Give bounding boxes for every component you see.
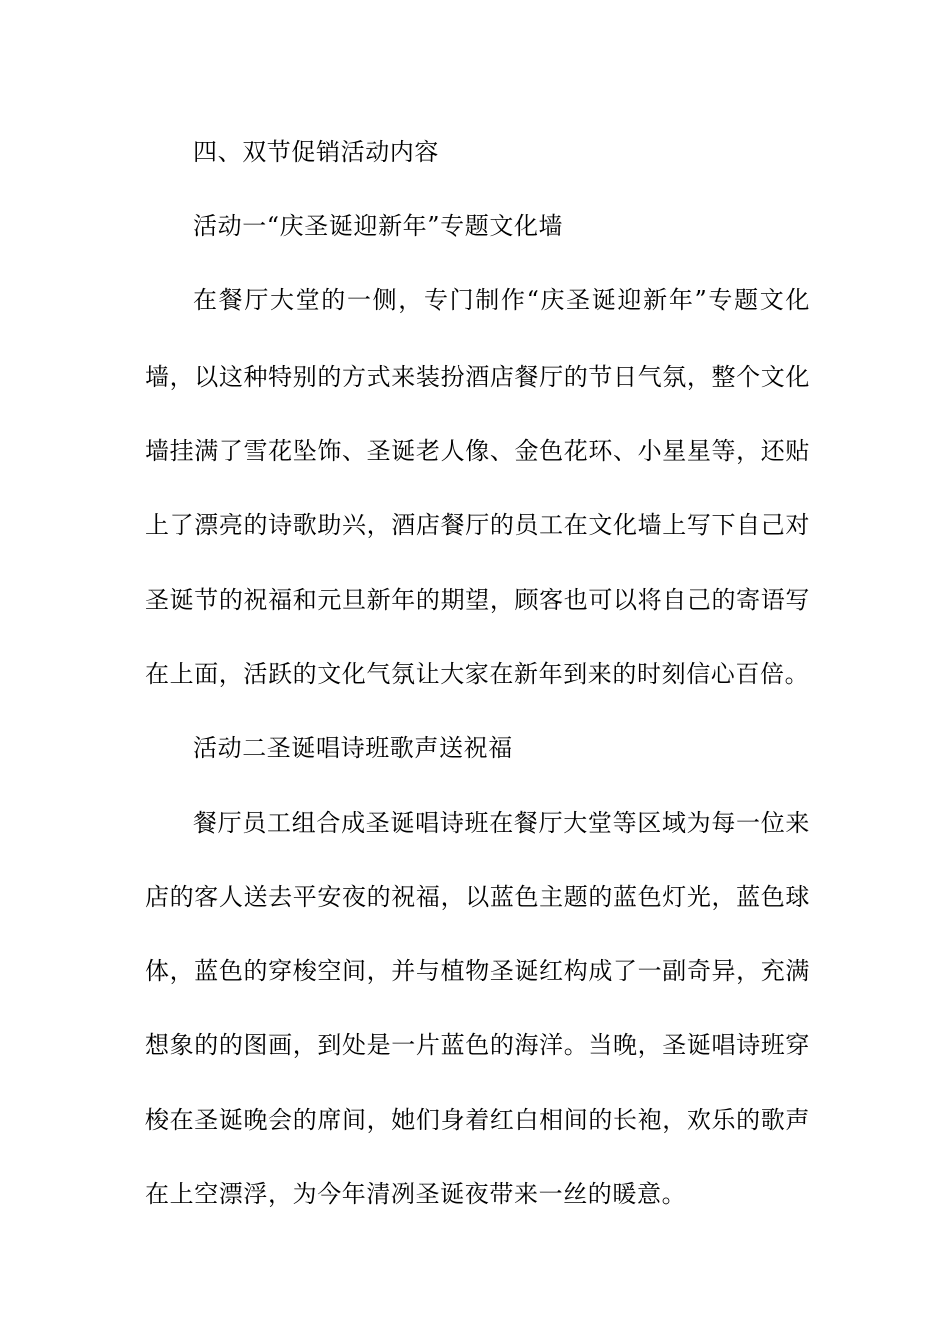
paragraph-line: 梭在圣诞晚会的席间，她们身着红白相间的长袍，欢乐的歌声	[145, 1106, 810, 1134]
section-heading: 四、双节促销活动内容	[193, 138, 439, 166]
paragraph-line: 店的客人送去平安夜的祝福，以蓝色主题的蓝色灯光，蓝色球	[145, 883, 810, 911]
paragraph-line: 体，蓝色的穿梭空间，并与植物圣诞红构成了一副奇异，充满	[145, 957, 810, 985]
paragraph-line: 在上面，活跃的文化气氛让大家在新年到来的时刻信心百倍。	[145, 660, 810, 688]
paragraph-line: 想象的的图画，到处是一片蓝色的海洋。当晚，圣诞唱诗班穿	[145, 1031, 810, 1059]
paragraph-line: 餐厅员工组合成圣诞唱诗班在餐厅大堂等区域为每一位来	[193, 809, 810, 837]
activity2-title: 活动二圣诞唱诗班歌声送祝福	[193, 734, 513, 762]
paragraph-line: 墙，以这种特别的方式来装扮酒店餐厅的节日气氛，整个文化	[145, 363, 810, 391]
activity1-title: 活动一“庆圣诞迎新年”专题文化墙	[193, 212, 564, 240]
paragraph-line: 在餐厅大堂的一侧，专门制作“庆圣诞迎新年”专题文化	[193, 286, 810, 314]
paragraph-line: 上了漂亮的诗歌助兴，酒店餐厅的员工在文化墙上写下自己对	[145, 511, 810, 539]
paragraph-line: 墙挂满了雪花坠饰、圣诞老人像、金色花环、小星星等，还贴	[145, 437, 810, 465]
paragraph-line: 圣诞节的祝福和元旦新年的期望，顾客也可以将自己的寄语写	[145, 586, 810, 614]
paragraph-line: 在上空漂浮，为今年清冽圣诞夜带来一丝的暖意。	[145, 1180, 687, 1208]
